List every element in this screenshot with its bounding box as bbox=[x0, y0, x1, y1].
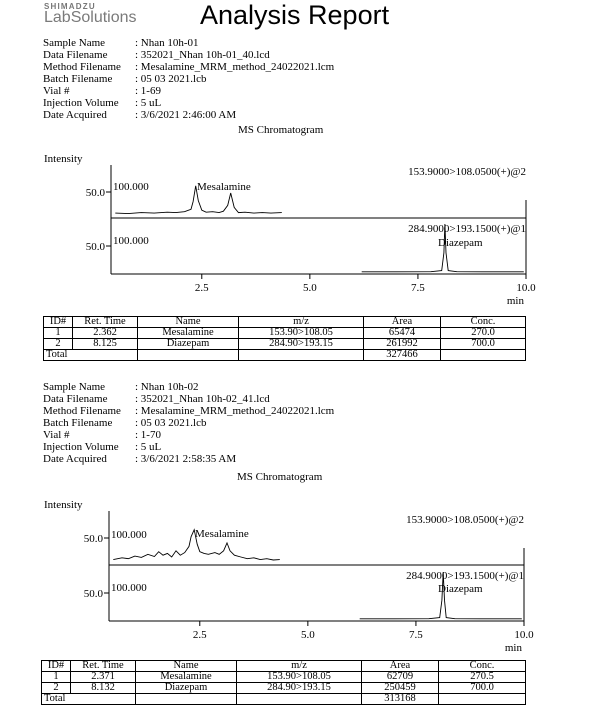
meta-row bbox=[43, 73, 334, 85]
meta-value: : Nhan 10h-01 bbox=[135, 37, 199, 49]
table-row bbox=[44, 339, 526, 350]
x-tick-label: 2.5 bbox=[192, 629, 207, 641]
x-tick-label: 5.0 bbox=[302, 282, 317, 294]
cell: 284.90>193.15 bbox=[237, 683, 362, 694]
total-area: 313168 bbox=[362, 694, 439, 705]
table-total-row bbox=[42, 694, 526, 705]
col-header: Name bbox=[138, 317, 239, 328]
x-tick-label: 7.5 bbox=[409, 629, 423, 641]
meta-row bbox=[43, 417, 334, 429]
col-header: m/z bbox=[237, 661, 362, 672]
table-total-row bbox=[44, 350, 526, 361]
meta-key: Batch Filename bbox=[43, 417, 113, 429]
meta-value: : 3/6/2021 2:46:00 AM bbox=[135, 109, 237, 121]
cell: 62709 bbox=[362, 672, 439, 683]
transition-label: 284.9000>193.1500(+)@1 bbox=[406, 570, 524, 582]
meta-key: Date Acquired bbox=[43, 109, 107, 121]
table-row bbox=[44, 328, 526, 339]
meta-value: : 1-70 bbox=[135, 429, 161, 441]
meta-row bbox=[43, 85, 334, 97]
cell bbox=[237, 694, 362, 705]
col-header: Ret. Time bbox=[71, 661, 136, 672]
meta-key: Date Acquired bbox=[43, 453, 107, 465]
logo-brand: SHIMADZU bbox=[44, 2, 96, 11]
meta-value: : Mesalamine_MRM_method_24022021.lcm bbox=[135, 61, 335, 73]
col-header: Name bbox=[136, 661, 237, 672]
logo-product: LabSolutions bbox=[44, 9, 137, 26]
x-tick-label: 5.0 bbox=[300, 629, 315, 641]
meta-value: : 352021_Nhan 10h-01_40.lcd bbox=[135, 49, 270, 61]
scale-label: 100.000 bbox=[113, 235, 149, 247]
scale-label: 100.000 bbox=[113, 181, 149, 193]
table-header-row bbox=[42, 661, 526, 672]
intensity-label: Intensity bbox=[44, 499, 83, 511]
y-tick-label: 50.0 bbox=[85, 187, 105, 199]
cell: 284.90>193.15 bbox=[239, 339, 364, 350]
cell: 700.0 bbox=[439, 683, 526, 694]
chrom-panel-bottom bbox=[86, 200, 526, 274]
meta-value: : 1-69 bbox=[135, 85, 161, 97]
table-header-row bbox=[44, 317, 526, 328]
meta-key: Data Filename bbox=[43, 49, 108, 61]
meta-key: Injection Volume bbox=[43, 97, 119, 109]
col-header: Conc. bbox=[439, 661, 526, 672]
col-header: Area bbox=[364, 317, 441, 328]
meta-key: Method Filename bbox=[43, 405, 121, 417]
cell: 2.371 bbox=[71, 672, 136, 683]
results-table-1 bbox=[43, 316, 526, 361]
chromatogram-1 bbox=[0, 160, 600, 308]
meta-key: Vial # bbox=[43, 85, 70, 97]
intensity-label: Intensity bbox=[44, 153, 83, 165]
cell: Diazepam bbox=[138, 339, 239, 350]
meta-key: Batch Filename bbox=[43, 73, 113, 85]
meta-key: Vial # bbox=[43, 429, 70, 441]
scale-label: 100.000 bbox=[111, 582, 147, 594]
meta-row bbox=[43, 393, 334, 405]
meta-row bbox=[43, 97, 334, 109]
col-header: Conc. bbox=[441, 317, 526, 328]
table-row bbox=[42, 683, 526, 694]
chromatogram-title: MS Chromatogram bbox=[237, 471, 323, 483]
cell bbox=[439, 694, 526, 705]
x-tick-label: 10.0 bbox=[514, 629, 534, 641]
cell bbox=[136, 694, 237, 705]
x-tick-label: 7.5 bbox=[411, 282, 425, 294]
cell: 270.0 bbox=[441, 328, 526, 339]
table-row bbox=[42, 672, 526, 683]
chrom-panel-top bbox=[84, 511, 524, 565]
x-axis-ticks bbox=[193, 621, 534, 654]
chrom-panel-top bbox=[86, 165, 526, 218]
results-table-2 bbox=[41, 660, 526, 705]
col-header: Area bbox=[362, 661, 439, 672]
cell: 2 bbox=[44, 339, 73, 350]
meta-key: Sample Name bbox=[43, 37, 106, 49]
meta-key: Injection Volume bbox=[43, 441, 119, 453]
meta-value: : 352021_Nhan 10h-02_41.lcd bbox=[135, 393, 270, 405]
cell: Mesalamine bbox=[136, 672, 237, 683]
meta-row bbox=[43, 441, 334, 453]
col-header: ID# bbox=[42, 661, 71, 672]
meta-row bbox=[43, 37, 334, 49]
x-axis-unit: min bbox=[504, 642, 522, 654]
cell bbox=[239, 350, 364, 361]
meta-row bbox=[43, 453, 334, 465]
transition-label: 153.9000>108.0500(+)@2 bbox=[408, 166, 526, 178]
meta-value: : 5 uL bbox=[135, 441, 162, 453]
cell: 250459 bbox=[362, 683, 439, 694]
meta-row bbox=[43, 429, 334, 441]
cell: 65474 bbox=[364, 328, 441, 339]
cell: Mesalamine bbox=[138, 328, 239, 339]
total-label: Total bbox=[42, 694, 136, 705]
x-axis-ticks bbox=[195, 274, 536, 307]
x-tick-label: 10.0 bbox=[516, 282, 536, 294]
meta-key: Data Filename bbox=[43, 393, 108, 405]
meta-value: : 05 03 2021.lcb bbox=[135, 417, 207, 429]
cell: Diazepam bbox=[136, 683, 237, 694]
meta-key: Sample Name bbox=[43, 381, 106, 393]
chromatogram-title: MS Chromatogram bbox=[238, 124, 324, 136]
cell: 700.0 bbox=[441, 339, 526, 350]
cell: 261992 bbox=[364, 339, 441, 350]
peak-label: Diazepam bbox=[438, 583, 483, 595]
meta-row bbox=[43, 381, 334, 393]
sample-2-meta bbox=[43, 381, 334, 465]
cell: 8.132 bbox=[71, 683, 136, 694]
cell: 2 bbox=[42, 683, 71, 694]
y-tick-label: 50.0 bbox=[83, 533, 103, 545]
cell: 8.125 bbox=[73, 339, 138, 350]
cell bbox=[441, 350, 526, 361]
transition-label: 153.9000>108.0500(+)@2 bbox=[406, 514, 524, 526]
meta-value: : 5 uL bbox=[135, 97, 162, 109]
cell: 153.90>108.05 bbox=[237, 672, 362, 683]
meta-row bbox=[43, 49, 334, 61]
total-area: 327466 bbox=[364, 350, 441, 361]
y-tick-label: 50.0 bbox=[85, 241, 105, 253]
meta-value: : 3/6/2021 2:58:35 AM bbox=[135, 453, 237, 465]
peak-label: Mesalamine bbox=[197, 181, 251, 193]
scale-label: 100.000 bbox=[111, 529, 147, 541]
sample-1-meta bbox=[43, 37, 334, 121]
col-header: m/z bbox=[239, 317, 364, 328]
col-header: ID# bbox=[44, 317, 73, 328]
transition-label: 284.9000>193.1500(+)@1 bbox=[408, 223, 526, 235]
total-label: Total bbox=[44, 350, 138, 361]
cell bbox=[138, 350, 239, 361]
meta-key: Method Filename bbox=[43, 61, 121, 73]
meta-value: : Nhan 10h-02 bbox=[135, 381, 199, 393]
col-header: Ret. Time bbox=[73, 317, 138, 328]
cell: 1 bbox=[42, 672, 71, 683]
meta-row bbox=[43, 61, 334, 73]
x-tick-label: 2.5 bbox=[194, 282, 209, 294]
meta-row bbox=[43, 109, 334, 121]
cell: 270.5 bbox=[439, 672, 526, 683]
report-title: Analysis Report bbox=[200, 0, 390, 30]
cell: 2.362 bbox=[73, 328, 138, 339]
y-tick-label: 50.0 bbox=[83, 588, 103, 600]
meta-row bbox=[43, 405, 334, 417]
peak-label: Mesalamine bbox=[195, 528, 249, 540]
cell: 153.90>108.05 bbox=[239, 328, 364, 339]
chromatogram-2 bbox=[0, 506, 600, 656]
x-axis-unit: min bbox=[506, 295, 524, 307]
meta-value: : Mesalamine_MRM_method_24022021.lcm bbox=[135, 405, 335, 417]
chrom-panel-bottom bbox=[84, 548, 524, 621]
meta-value: : 05 03 2021.lcb bbox=[135, 73, 207, 85]
cell: 1 bbox=[44, 328, 73, 339]
peak-label: Diazepam bbox=[438, 237, 483, 249]
